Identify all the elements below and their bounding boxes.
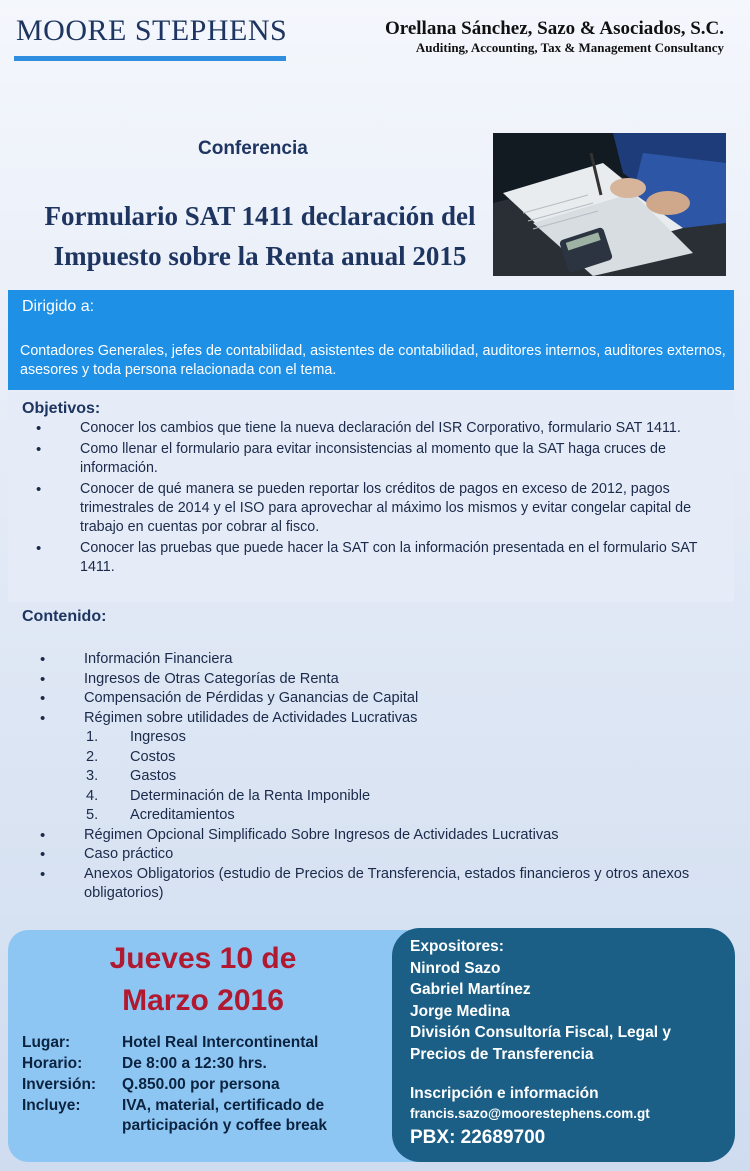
subitem-number: 5. [86, 807, 99, 823]
content-item: • Anexos Obligatorios (estudio de Precios de Transferencia, estados financieros y otros anexos obligatorios) [38, 865, 718, 904]
content-subitem [38, 767, 718, 787]
event-date-line1: Jueves 10 de [109, 942, 297, 975]
schedule-details [22, 1033, 382, 1137]
subitem-number: 2. [86, 748, 99, 765]
detail-row-venue [22, 1033, 382, 1053]
content-list [38, 650, 718, 904]
content-item: • Información Financiera [38, 650, 718, 670]
content-subitem [38, 748, 718, 768]
detail-value: Hotel Real Intercontinental [122, 1034, 319, 1051]
event-date [28, 938, 378, 1022]
content-subitem [38, 806, 718, 826]
content-heading: Contenido: [22, 608, 107, 625]
detail-value: Q.850.00 por persona [122, 1076, 280, 1093]
subitem-label: Costos [130, 748, 176, 765]
detail-key: Horario: [22, 1055, 83, 1072]
event-title [40, 196, 480, 276]
content-subitem [38, 787, 718, 807]
objective-item: • Conocer de qué manera se pueden reportar los créditos de pagos en exceso de 2012, pagos trimestrales de 2014 y el ISO para aprovechar al máximo los mismos y evitar congelar capital de trabajo en cuentas por cobrar al fisco. [30, 480, 730, 537]
registration-block [410, 1084, 730, 1148]
subitem-label: Gastos [130, 768, 177, 784]
accounting-photo [493, 133, 726, 276]
objectives-list [30, 419, 730, 579]
brand-logo-text: MOORE STEPHENS [16, 14, 288, 47]
detail-value: IVA, material, certificado de participación y coffee break [122, 1097, 328, 1134]
detail-key: Incluye: [22, 1097, 81, 1114]
subitem-label: Acreditamientos [130, 807, 235, 823]
objective-item: • Conocer los cambios que tiene la nueva declaración del ISR Corporativo, formulario SAT 1411. [30, 419, 730, 438]
content-item: • Régimen sobre utilidades de Actividades Lucrativas [38, 709, 718, 729]
detail-row-includes [22, 1096, 382, 1136]
registration-heading: Inscripción e información [410, 1085, 599, 1102]
subitem-label: Ingresos [130, 729, 186, 745]
speaker-name: Ninrod Sazo [410, 959, 501, 977]
content-item: • Caso práctico [38, 845, 718, 865]
content-item: • Compensación de Pérdidas y Ganancias de Capital [38, 689, 718, 709]
event-title-line1: Formulario SAT 1411 declaración del [44, 201, 476, 231]
detail-key: Inversión: [22, 1076, 97, 1093]
speaker-name: Gabriel Martínez [410, 981, 531, 998]
subitem-number: 4. [86, 787, 99, 804]
objectives-heading: Objetivos: [22, 400, 101, 417]
event-date-line2: Marzo 2016 [122, 984, 284, 1017]
detail-value: De 8:00 a 12:30 hrs. [122, 1055, 267, 1072]
audience-text: Contadores Generales, jefes de contabilidad, asistentes de contabilidad, auditores internos, auditores externos, asesores y toda persona relacionada con el tema. [20, 343, 726, 378]
speaker-division: División Consultoría Fiscal, Legal y Precios de Transferencia [410, 1024, 671, 1063]
speakers-heading: Expositores: [410, 938, 504, 955]
subitem-label: Determinación de la Renta Imponible [130, 787, 371, 804]
detail-key: Lugar: [22, 1034, 71, 1051]
objectives-section [8, 392, 734, 602]
registration-email[interactable]: francis.sazo@moorestephens.com.gt [410, 1106, 650, 1121]
brand-underline [14, 56, 286, 61]
speaker-name: Jorge Medina [410, 1002, 510, 1020]
content-subitem [38, 728, 718, 748]
audience-band [8, 290, 734, 390]
content-item: • Ingresos de Otras Categorías de Renta [38, 670, 718, 690]
objective-item: • Conocer las pruebas que puede hacer la SAT con la información presentada en el formulario SAT 1411. [30, 539, 730, 577]
audience-heading: Dirigido a: [22, 298, 95, 315]
detail-row-time [22, 1054, 382, 1074]
subitem-number: 1. [86, 729, 99, 745]
subitem-number: 3. [86, 768, 99, 784]
event-type: Conferencia [198, 138, 308, 159]
firm-name: Orellana Sánchez, Sazo & Asociados, S.C. [384, 18, 724, 39]
speakers-block [410, 936, 730, 1065]
content-item: • Régimen Opcional Simplificado Sobre Ingresos de Actividades Lucrativas [38, 826, 718, 846]
detail-row-price [22, 1075, 382, 1095]
objective-item: • Como llenar el formulario para evitar inconsistencias al momento que la SAT haga cruces de información. [30, 440, 730, 478]
registration-phone[interactable]: PBX: 22689700 [410, 1127, 546, 1148]
firm-block [385, 18, 724, 56]
firm-tagline: Auditing, Accounting, Tax & Management Consultancy [415, 40, 724, 55]
event-title-line2: Impuesto sobre la Renta anual 2015 [53, 241, 467, 271]
